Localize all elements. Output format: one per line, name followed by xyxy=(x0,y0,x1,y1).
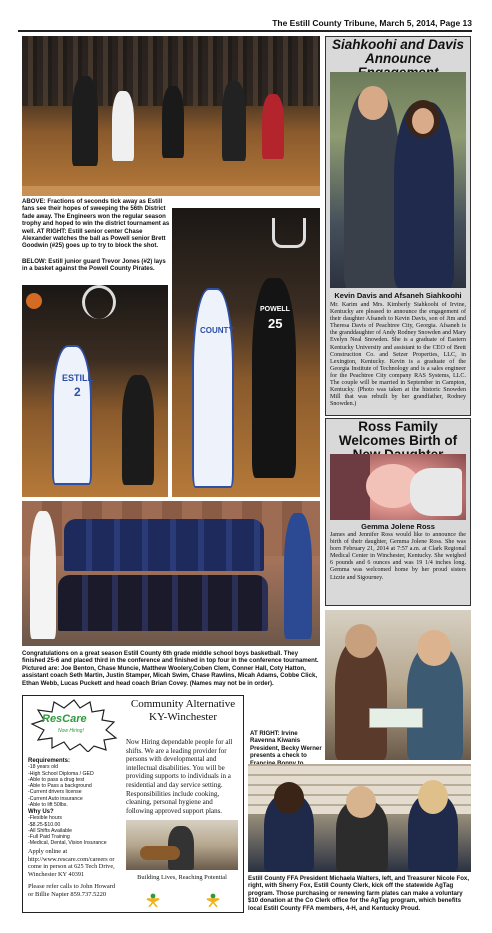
jersey-text-estill: ESTILL xyxy=(62,373,93,383)
birth-name: Gemma Jolene Ross xyxy=(361,522,435,531)
engagement-names: Kevin Davis and Afsaneh Siahkoohi xyxy=(334,291,462,300)
figure-icon-right xyxy=(206,893,220,907)
rescare-logo-icon xyxy=(26,698,122,752)
requirement-item: -Able to pass a drug test xyxy=(28,776,85,783)
photo-baby xyxy=(330,454,466,520)
requirement-item: -18 years old xyxy=(28,764,58,771)
birth-body: James and Jennifer Ross would like to announce the birth of their daughter, Gemma Jolene Ross. She was born February 21, 2014 at 7:57 a.m. at Clark Regional Medical Center in Winchester, Kentucky. She weighed 6 pounds and 6 ounces and was 19 1/4 inches long. Gemma was welcomed home by her proud sisters Lizzie and Sigourney. xyxy=(330,532,466,581)
rescare-logo-subtext: Now Hiring! xyxy=(58,728,84,734)
birth-title: Ross Family Welcomes Birth of xyxy=(338,419,458,448)
why-item: -$8.25-$10.00 xyxy=(28,821,61,828)
ad-body: Now Hiring dependable people for all shifts. We are a leading provider for persons with developmental and intellectual disabilities. You will be providing supports to individuals in a residential and day service setting. Responsibilities include cooking, cleaning, personal hygiene and following approved support plans. xyxy=(126,738,233,815)
requirement-item: -Able to lift 50lbs. xyxy=(28,802,68,809)
ad-requirements xyxy=(28,758,120,808)
why-item: -All Shifts Available xyxy=(28,827,73,834)
why-item: -Full Paid Training xyxy=(28,834,70,841)
requirements-label: Requirements: xyxy=(28,758,71,764)
photo-ffa xyxy=(248,764,471,872)
caption-kiwanis: AT RIGHT: Irvine Ravenna Kiwanis President, Becky Werner presents a check to xyxy=(250,730,322,760)
ad-title: Community Alternative KY-Winchester xyxy=(130,698,236,723)
requirement-item: -High School Diploma / GED xyxy=(28,770,94,777)
photo-layup xyxy=(22,285,168,497)
photo-team xyxy=(22,501,320,646)
jersey-text-powell: POWELL xyxy=(260,306,290,313)
why-item: -Flexible hours xyxy=(28,815,63,822)
ad-tagline: Building Lives, Reaching Potential xyxy=(137,874,227,881)
page-header xyxy=(18,18,472,32)
jersey-number-2: 2 xyxy=(74,385,81,399)
ad-apply: Apply online at http://www.rescare.com/careers or come in person at 625 Tech Drive, Winchester KY 40391 xyxy=(28,848,115,878)
engagement-title: Siahkoohi and Davis Announce xyxy=(331,37,465,66)
requirement-item: -Current Auto insurance xyxy=(28,795,83,802)
caption-above: ABOVE: Fractions of seconds tick away as Estill fans see their hopes of sweeping the 56th District fade away. The Engineers won the regular season trophy and hoped to win the district tournament as well. AT RIGHT: Estill senior center Chase Alexander watches the ball as Powell senior Brett Goodwin (#25) goes up to try to block the shot. xyxy=(22,198,170,250)
caption-ffa: Estill County FFA President Michaela Walters, left, and Treasurer Nicole Fox, right, with Sherry Fox, Estill County Clerk, kick off the statewide AgTag program. Those purchasing or renewing farm plates can make a voluntary $10 donation at the Co Clerk office for the AgTag program, which benefits local Estill County FFA members, 4-H, and Kentucky Proud. xyxy=(248,875,470,912)
figure-icon-left xyxy=(146,893,160,907)
ad-why-us xyxy=(28,809,120,847)
jersey-text-county: COUNTY xyxy=(200,326,234,335)
engagement-body: Mr. Karim and Mrs. Kimberly Siahkoohi of Irvine, Kentucky are pleased to announce the engagement of their daughter Afsaneh to Kevin Davis, son of Jim and Theresa Davis of Peachtree City, Georgia. Afsaneh is the granddaughter of Andy Rodney Snowden and Mary Evelyn Neal Snowden. She is a graduate of Eastern Kentucky University and assistant to the CEO of Brett Construction Co. and Setzer Properties, LLC, in Lexington, Kentucky. Kevin is a graduate of the Georgia Institute of Technology and is a sales engineer for the Peachtree City company RAS Systems, LLC. The couple will be married in September in Campton, Kentucky. (Photo was taken at the historic Snowden Mill that was rebuilt by her grandfather, Rodney Snowden.) xyxy=(330,302,466,408)
page-header-text: The Estill County Tribune, March 5, 2014, Page 13 xyxy=(272,18,472,28)
jersey-number-25: 25 xyxy=(268,316,283,331)
requirement-item: -Current drivers license xyxy=(28,789,82,796)
rescare-logo-text: ResCare xyxy=(42,713,87,725)
ad-contact: Please refer calls to John Howard or Billie Napier 859.737.5220 xyxy=(28,883,116,898)
photo-ad-guitar xyxy=(126,820,238,870)
photo-block xyxy=(172,208,320,497)
why-label: Why Us? xyxy=(28,809,54,815)
caption-below: BELOW: Estill junior guard Trevor Jones (#2) lays in a basket against the Powell County Pirates. xyxy=(22,258,166,273)
caption-team: Congratulations on a great season Estill County 6th grade middle school boys basketball. They finished 25-6 and placed third in the conference and finished in top four in the conference tournament. Pictured are: Joe Benton, Chase Muncie, Matthew Woolery,Coben Clem, Conner Hall, Coty Hatton, assistant coach Seth Martin, Justin Stamper, Micah Swim, Chase Rawlins, Micah Adams, Cobbe Click, Ethan Webb, Lucas Puckett and head coach Brian Covey. (Names may not be in order). xyxy=(22,650,319,687)
photo-crowd-game xyxy=(22,36,320,196)
photo-kiwanis-check xyxy=(325,610,471,760)
photo-engaged-couple xyxy=(330,72,466,288)
requirement-item: -Able to Pass a background xyxy=(28,783,92,790)
why-item: -Medical, Dental, Vision Insurance xyxy=(28,840,107,847)
